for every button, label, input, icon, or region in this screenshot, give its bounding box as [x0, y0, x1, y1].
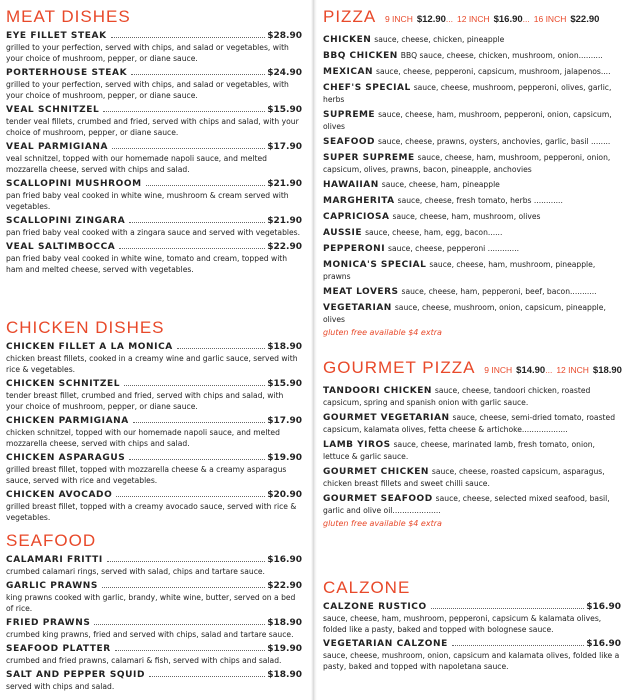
gourmet-item-list	[323, 385, 621, 516]
menu-item-description: grilled to your perfection, served with chips, and salad or vegetables, with your choice of mushroom, pepper, or diane sauce.	[6, 80, 289, 100]
pizza-item-name: SUPREME	[323, 110, 376, 120]
pizza-title: PIZZA	[323, 7, 376, 26]
pizza-item-name: GOURMET VEGETARIAN	[323, 413, 450, 423]
menu-item-name: CHICKEN AVOCADO	[6, 490, 113, 500]
dotted-leader	[124, 385, 265, 386]
menu-item-name: EYE FILLET STEAK	[6, 31, 107, 41]
menu-item-price: $19.90	[267, 644, 302, 654]
menu-item-name: VEAL SCHNITZEL	[6, 105, 100, 115]
dotted-leader	[103, 111, 265, 112]
menu-item	[6, 215, 302, 238]
menu-item	[6, 104, 302, 138]
pizza-item	[323, 34, 621, 46]
dotted-leader	[149, 676, 265, 677]
size-separator: ...	[445, 14, 453, 24]
pizza-item-ingredients: sauce, cheese, ham, mushroom, pineapple, prawns	[323, 260, 596, 281]
menu-item	[6, 669, 302, 692]
menu-item-header	[6, 617, 302, 629]
menu-item	[323, 638, 621, 672]
pizza-item	[323, 412, 621, 435]
pizza-item	[323, 493, 621, 516]
pizza-item-name: MARGHERITA	[323, 196, 395, 206]
gourmet-gluten-note: gluten free available $4 extra	[323, 519, 442, 528]
pizza-item-name: MONICA'S SPECIAL	[323, 260, 427, 270]
menu-item-header	[6, 554, 302, 566]
menu-item-description: crumbed calamari rings, served with salad, chips and tartare sauce.	[6, 567, 265, 576]
page-fold	[311, 0, 317, 700]
menu-item-description: tender veal fillets, crumbed and fried, served with chips and salad, with your choice of mushroom, pepper, or diane sauce.	[6, 117, 299, 137]
menu-item	[6, 415, 302, 449]
menu-item-header	[6, 215, 302, 227]
pizza-section	[323, 7, 621, 339]
menu-item	[6, 178, 302, 212]
menu-item	[6, 580, 302, 614]
menu-item-description: pan fried baby veal cooked in white wine, tomato and cream, topped with ham and melted cheese, served with vegetables.	[6, 254, 288, 274]
menu-item	[6, 452, 302, 486]
dotted-leader	[112, 148, 265, 149]
menu-item-description: pan fried baby veal cooked with a zingara sauce and served with vegetables.	[6, 228, 301, 237]
pizza-item-name: CHEF'S SPECIAL	[323, 83, 411, 93]
pizza-size-prices	[381, 7, 599, 26]
pizza-item	[323, 211, 621, 223]
pizza-item-name: GOURMET CHICKEN	[323, 467, 429, 477]
pizza-item	[323, 66, 621, 78]
menu-item-description: crumbed and fried prawns, calamari & fish, served with chips and salad.	[6, 656, 282, 665]
menu-item-header	[323, 601, 621, 613]
menu-item-price: $18.90	[267, 342, 302, 352]
menu-item-name: VEGETARIAN CALZONE	[323, 639, 448, 649]
pizza-item-name: MEXICAN	[323, 67, 373, 77]
dotted-leader	[111, 37, 266, 38]
menu-item	[6, 241, 302, 275]
section-title-gourmet	[323, 358, 621, 381]
size-price: $14.90	[516, 365, 546, 376]
pizza-item	[323, 466, 621, 489]
size-label: 9 INCH	[484, 365, 513, 375]
pizza-item-name: MEAT LOVERS	[323, 287, 399, 297]
dotted-leader	[131, 74, 265, 75]
pizza-item-ingredients: sauce, cheese, ham, pepperoni, beef, bacon...........	[401, 287, 597, 296]
pizza-item-ingredients: sauce, cheese, marinated lamb, fresh tomato, onion, lettuce & garlic sauce.	[323, 440, 595, 461]
size-label: 16 INCH	[533, 14, 567, 24]
pizza-item-name: SEAFOOD	[323, 137, 376, 147]
menu-item-name: CHICKEN FILLET A LA MONICA	[6, 342, 173, 352]
section-title-chicken: CHICKEN DISHES	[6, 318, 165, 337]
menu-item	[6, 643, 302, 666]
pizza-item	[323, 109, 621, 132]
menu-item	[6, 30, 302, 64]
menu-item	[6, 617, 302, 640]
pizza-item-ingredients: sauce, cheese, semi-dried tomato, roasted capsicum, kalamata olives, fetta cheese & artichoke...................	[323, 413, 616, 434]
dotted-leader	[116, 496, 265, 497]
menu-item-price: $16.90	[586, 602, 621, 612]
menu-item-description: grilled breast fillet, topped with a creamy avocado sauce, served with rice & vegetables.	[6, 502, 297, 522]
pizza-item	[323, 227, 621, 239]
menu-item-price: $18.90	[267, 618, 302, 628]
menu-item-header	[6, 452, 302, 464]
dotted-leader	[119, 248, 265, 249]
menu-item-description: crumbed king prawns, fried and served with chips, salad and tartare sauce.	[6, 630, 294, 639]
dotted-leader	[115, 650, 265, 651]
pizza-item-list	[323, 34, 621, 325]
pizza-item	[323, 259, 621, 282]
menu-item-header	[6, 415, 302, 427]
size-price: $12.90	[416, 14, 446, 25]
size-price: $18.90	[592, 365, 622, 376]
pizza-item-name: CAPRICIOSA	[323, 212, 390, 222]
pizza-item-name: GOURMET SEAFOOD	[323, 494, 433, 504]
menu-item	[6, 341, 302, 375]
menu-item-header	[323, 638, 621, 650]
menu-item-description: grilled breast fillet, topped with mozzarella cheese & a creamy asparagus sauce, served with rice and vegetables.	[6, 465, 287, 485]
menu-item-name: CHICKEN PARMIGIANA	[6, 416, 129, 426]
size-price: $22.90	[570, 14, 600, 25]
pizza-item-name: SUPER SUPREME	[323, 153, 415, 163]
menu-item-name: VEAL PARMIGIANA	[6, 142, 109, 152]
menu-item-description: served with chips and salad.	[6, 682, 115, 691]
pizza-item-name: LAMB YIROS	[323, 440, 391, 450]
menu-item-name: GARLIC PRAWNS	[6, 581, 98, 591]
menu-item-name: SALT AND PEPPER SQUID	[6, 670, 146, 680]
menu-item-description: chicken breast fillets, cooked in a creamy wine and garlic sauce, served with rice & vegetables.	[6, 354, 298, 374]
menu-item-price: $15.90	[267, 379, 302, 389]
menu-item-price: $24.90	[267, 68, 302, 78]
menu-item-header	[6, 104, 302, 116]
menu-item-price: $20.90	[267, 490, 302, 500]
gourmet-title: GOURMET PIZZA	[323, 358, 475, 377]
menu-item-name: SCALLOPINI MUSHROOM	[6, 179, 142, 189]
pizza-item-name: AUSSIE	[323, 228, 363, 238]
menu-item	[6, 141, 302, 175]
size-label: 12 INCH	[457, 14, 490, 24]
dotted-leader	[431, 608, 585, 609]
section-title-seafood: SEAFOOD	[6, 531, 97, 550]
menu-item-name: VEAL SALTIMBOCCA	[6, 242, 116, 252]
pizza-item	[323, 136, 621, 148]
menu-item-name: CHICKEN SCHNITZEL	[6, 379, 121, 389]
pizza-item-name: VEGETARIAN	[323, 303, 392, 313]
menu-item	[6, 489, 302, 523]
menu-item-price: $22.90	[267, 581, 302, 591]
pizza-item	[323, 195, 621, 207]
dotted-leader	[177, 348, 265, 349]
pizza-item-ingredients: sauce, cheese, ham, mushroom, pepperoni, onion, capsicum, olives	[323, 110, 612, 131]
chicken-dishes-section	[6, 318, 302, 523]
menu-item-price: $16.90	[586, 639, 621, 649]
menu-item-header	[6, 341, 302, 353]
size-label: 12 INCH	[556, 365, 589, 375]
menu-item-price: $28.90	[267, 31, 302, 41]
pizza-item	[323, 243, 621, 255]
pizza-item-name: CHICKEN	[323, 35, 372, 45]
gourmet-pizza-section	[323, 358, 621, 530]
dotted-leader	[452, 645, 584, 646]
meat-dishes-section	[6, 7, 302, 275]
menu-item-description: king prawns cooked with garlic, brandy, white wine, butter, served on a bed of rice.	[6, 593, 296, 613]
size-separator: ...	[545, 365, 553, 375]
meat-item-list	[6, 30, 302, 275]
dotted-leader	[129, 222, 265, 223]
dotted-leader	[129, 459, 265, 460]
pizza-item	[323, 82, 621, 105]
pizza-item-ingredients: sauce, cheese, ham, pineapple	[381, 180, 500, 189]
size-price: $16.90	[493, 14, 523, 25]
menu-item-name: CALZONE RUSTICO	[323, 602, 427, 612]
menu-item-name: PORTERHOUSE STEAK	[6, 68, 128, 78]
gourmet-size-prices	[480, 358, 622, 377]
pizza-item-ingredients: sauce, cheese, selected mixed seafood, basil, garlic and olive oil....................	[323, 494, 610, 515]
pizza-item-ingredients: sauce, cheese, pepperoni, capsicum, mushroom, jalapenos....	[376, 67, 611, 76]
menu-item-header	[6, 669, 302, 681]
pizza-item-ingredients: sauce, cheese, roasted capsicum, asparagus, chicken breast fillets and sweet chilli sauce.	[323, 467, 605, 488]
menu-item-price: $15.90	[267, 105, 302, 115]
menu-item	[323, 601, 621, 635]
pizza-item-name: TANDOORI CHICKEN	[323, 386, 432, 396]
calzone-section	[323, 578, 621, 672]
chicken-item-list	[6, 341, 302, 523]
menu-item-name: CALAMARI FRITTI	[6, 555, 103, 565]
pizza-item-ingredients: sauce, cheese, ham, egg, bacon......	[365, 228, 503, 237]
size-separator: ...	[522, 14, 530, 24]
pizza-item	[323, 50, 621, 62]
menu-item-name: SEAFOOD PLATTER	[6, 644, 111, 654]
menu-item-name: CHICKEN ASPARAGUS	[6, 453, 126, 463]
menu-item-header	[6, 580, 302, 592]
dotted-leader	[107, 561, 265, 562]
calzone-item-list	[323, 601, 621, 672]
menu-item-header	[6, 30, 302, 42]
menu-item-description: sauce, cheese, mushroom, onion, capsicum and kalamata olives, folded like a pasty, baked and topped with napoletana sauce.	[323, 651, 620, 671]
pizza-item-name: PEPPERONI	[323, 244, 386, 254]
dotted-leader	[94, 624, 265, 625]
dotted-leader	[146, 185, 266, 186]
menu-item-name: SCALLOPINI ZINGARA	[6, 216, 126, 226]
menu-item-description: veal schnitzel, topped with our homemade napoli sauce, and melted mozzarella cheese, served with chips and salad.	[6, 154, 267, 174]
pizza-item-ingredients: sauce, cheese, mushroom, pepperoni, olives, garlic, herbs	[323, 83, 612, 104]
menu-item-price: $18.90	[267, 670, 302, 680]
menu-item-header	[6, 241, 302, 253]
menu-item-description: grilled to your perfection, served with chips, and salad or vegetables, with your choice of mushroom, pepper, or diane sauce.	[6, 43, 289, 63]
pizza-item-ingredients: sauce, cheese, pepperoni .............	[388, 244, 520, 253]
menu-item-price: $16.90	[267, 555, 302, 565]
menu-item-header	[6, 643, 302, 655]
pizza-item-ingredients: sauce, cheese, ham, mushroom, pepperoni, onion, capsicum, olives, prawns, bacon, pineapple, anchovies	[323, 153, 611, 174]
seafood-item-list	[6, 554, 302, 692]
pizza-item	[323, 385, 621, 408]
menu-item-name: FRIED PRAWNS	[6, 618, 91, 628]
pizza-item	[323, 286, 621, 298]
menu-item-header	[6, 489, 302, 501]
menu-item-header	[6, 378, 302, 390]
menu-item-price: $21.90	[267, 179, 302, 189]
pizza-item-ingredients: sauce, cheese, fresh tomato, herbs ............	[397, 196, 563, 205]
menu-item-price: $19.90	[267, 453, 302, 463]
pizza-item	[323, 179, 621, 191]
pizza-item	[323, 439, 621, 462]
menu-item-description: tender breast fillet, crumbed and fried, served with chips and salad, with your choice of mushroom, pepper, or diane sauce.	[6, 391, 284, 411]
section-title-calzone: CALZONE	[323, 578, 411, 597]
menu-item-header	[6, 178, 302, 190]
menu-item-description: pan fried baby veal cooked in white wine, mushroom & cream served with vegetables.	[6, 191, 289, 211]
menu-item-price: $17.90	[267, 416, 302, 426]
section-title-pizza	[323, 7, 621, 30]
pizza-item-ingredients: sauce, cheese, prawns, oysters, anchovies, garlic, basil ........	[378, 137, 611, 146]
seafood-section	[6, 531, 302, 692]
dotted-leader	[102, 587, 265, 588]
pizza-item-ingredients: sauce, cheese, chicken, pineapple	[374, 35, 505, 44]
section-title-meat: MEAT DISHES	[6, 7, 131, 26]
pizza-item-ingredients: sauce, cheese, ham, mushroom, olives	[392, 212, 541, 221]
pizza-item-ingredients: sauce, cheese, mushroom, onion, capsicum, pineapple, olives	[323, 303, 606, 324]
menu-item-price: $21.90	[267, 216, 302, 226]
menu-item	[6, 554, 302, 577]
pizza-gluten-note: gluten free available $4 extra	[323, 328, 442, 337]
menu-item-header	[6, 141, 302, 153]
pizza-item-ingredients: BBQ sauce, cheese, chicken, mushroom, onion..........	[400, 51, 603, 60]
pizza-item	[323, 152, 621, 175]
pizza-item-name: BBQ CHICKEN	[323, 51, 398, 61]
menu-item	[6, 67, 302, 101]
menu-item-description: sauce, cheese, ham, mushroom, pepperoni, capsicum & kalamata olives, folded like a pasty, baked and topped with bolognese sauce.	[323, 614, 602, 634]
menu-item	[6, 378, 302, 412]
dotted-leader	[133, 422, 265, 423]
menu-item-price: $22.90	[267, 242, 302, 252]
menu-item-description: chicken schnitzel, topped with our homemade napoli sauce, and melted mozzarella cheese, served with chips and salad.	[6, 428, 280, 448]
pizza-item-name: HAWAIIAN	[323, 180, 379, 190]
size-label: 9 INCH	[384, 14, 413, 24]
menu-item-price: $17.90	[267, 142, 302, 152]
menu-item-header	[6, 67, 302, 79]
pizza-item-ingredients: sauce, cheese, tandoori chicken, roasted capsicum, spring and spanish onion with garlic sauce.	[323, 386, 591, 407]
pizza-item	[323, 302, 621, 325]
